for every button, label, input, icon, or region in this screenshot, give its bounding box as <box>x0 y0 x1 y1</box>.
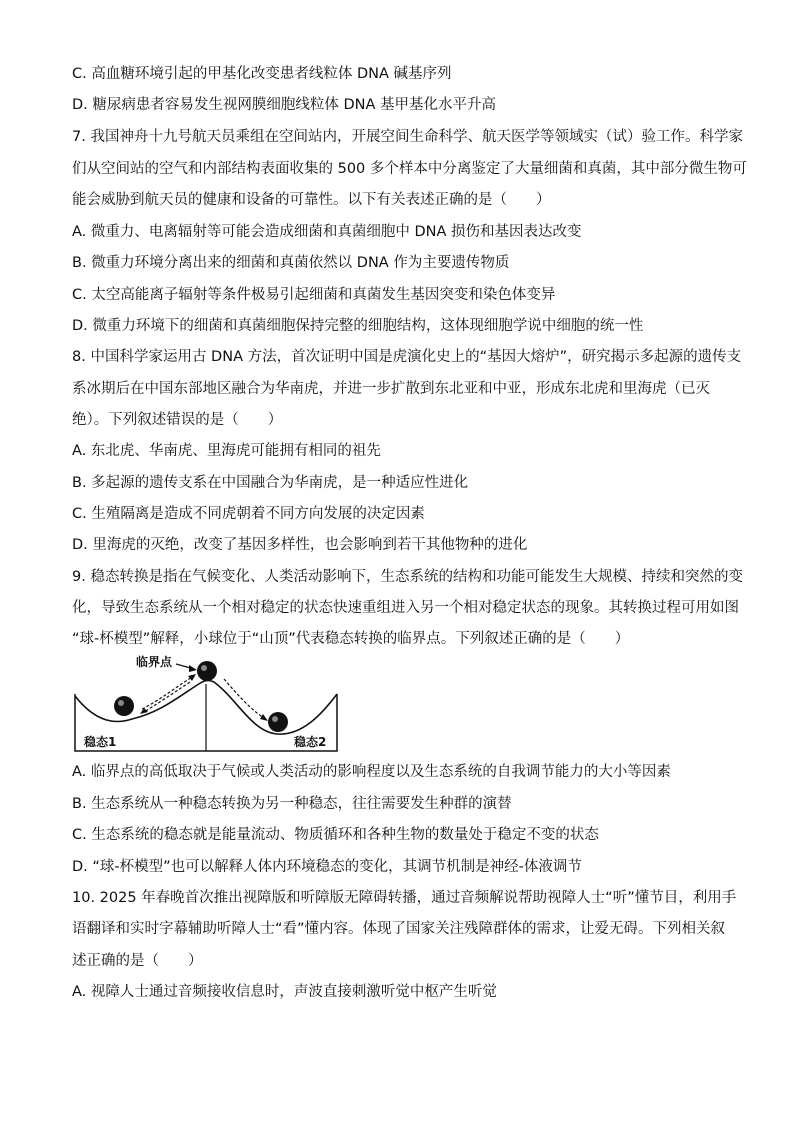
q8-option-a: A. 东北虎、华南虎、里海虎可能拥有相同的祖先 <box>72 443 381 459</box>
q10-option-a: A. 视障人士通过音频接收信息时，声波直接刺激听觉中枢产生听觉 <box>72 984 497 1000</box>
q7-stem-line-2: 们从空间站的空气和内部结构表面收集的 500 多个样本中分离鉴定了大量细菌和真菌，其中部分微生物可 <box>72 161 747 177</box>
q6-option-d: D. 糖尿病患者容易发生视网膜细胞线粒体 DNA 基甲基化水平升高 <box>72 97 497 113</box>
q7-stem-line-1: 7. 我国神舟十九号航天员乘组在空间站内，开展空间生命科学、航天医学等领域实（试）验工作。科学家 <box>72 129 743 145</box>
q9-stem-line-2: 化，导致生态系统从一个相对稳定的状态快速重组进入另一个相对稳定状态的现象。其转换过程可用如图 <box>72 600 739 616</box>
q10-stem-line-2: 语翻译和实时字幕辅助听障人士“看”懂内容。体现了国家关注残障群体的需求，让爱无碍。下列相关叙 <box>72 921 726 937</box>
q7-option-d: D. 微重力环境下的细菌和真菌细胞保持完整的细胞结构，这体现细胞学说中细胞的统一性 <box>72 318 644 334</box>
ball-highlight <box>118 700 124 706</box>
ball-state1 <box>114 696 134 716</box>
q9-option-a: A. 临界点的高低取决于气候或人类活动的影响程度以及生态系统的自我调节能力的大小等因素 <box>72 764 671 780</box>
q8-option-d: D. 里海虎的灭绝，改变了基因多样性，也会影响到若干其他物种的进化 <box>72 537 528 553</box>
q9-stem-line-1: 9. 稳态转换是指在气候变化、人类活动影响下，生态系统的结构和功能可能发生大规模、持续和突然的变 <box>72 569 743 585</box>
q8-stem-line-1: 8. 中国科学家运用古 DNA 方法，首次证明中国是虎演化史上的“基因大熔炉”，研究揭示多起源的遗传支 <box>72 349 742 365</box>
ball-highlight <box>272 716 278 722</box>
q8-option-c: C. 生殖隔离是造成不同虎朝着不同方向发展的决定因素 <box>72 506 425 522</box>
label-state1: 稳态1 <box>84 735 117 749</box>
q7-stem-line-3: 能会威胁到航天员的健康和设备的可靠性。以下有关表述正确的是（ ） <box>72 192 551 208</box>
q7-option-b: B. 微重力环境分离出来的细菌和真菌依然以 DNA 作为主要遗传物质 <box>72 255 510 271</box>
q7-option-a: A. 微重力、电离辐射等可能会造成细菌和真菌细胞中 DNA 损伤和基因表达改变 <box>72 224 582 240</box>
ball-critical-point <box>197 661 217 681</box>
label-critical-point: 临界点 <box>136 655 173 669</box>
arrow-down-left <box>144 682 190 712</box>
ball-cup-model-diagram <box>72 654 342 754</box>
q9-option-d: D. “球-杯模型”也可以解释人体内环境稳态的变化，其调节机制是神经-体液调节 <box>72 859 582 875</box>
q8-stem-line-2: 系冰期后在中国东部地区融合为华南虎，并进一步扩散到东北亚和中亚，形成东北虎和里海虎（已灭 <box>72 381 710 397</box>
arrowhead <box>260 714 268 721</box>
q6-option-c: C. 高血糖环境引起的甲基化改变患者线粒体 DNA 碱基序列 <box>72 66 452 82</box>
ball-state2 <box>268 712 288 732</box>
label-state2: 稳态2 <box>294 735 327 749</box>
arrowhead <box>189 665 197 672</box>
q9-stem-line-3: “球-杯模型”解释，小球位于“山顶”代表稳态转换的临界点。下列叙述正确的是（ ） <box>72 631 630 647</box>
q10-stem-line-3: 述正确的是（ ） <box>72 953 203 969</box>
ball-highlight <box>201 665 207 671</box>
q7-option-c: C. 太空高能离子辐射等条件极易引起细菌和真菌发生基因突变和染色体变异 <box>72 287 556 303</box>
arrowhead <box>140 708 148 714</box>
arrowhead <box>188 674 196 681</box>
q9-option-b: B. 生态系统从一种稳态转换为另一种稳态，往往需要发生种群的演替 <box>72 796 512 812</box>
ball-cup-model-figure <box>72 654 342 754</box>
q10-stem-line-1: 10. 2025 年春晚首次推出视障版和听障版无障碍转播，通过音频解说帮助视障人士“听”懂节目，利用手 <box>72 890 737 906</box>
q8-option-b: B. 多起源的遗传支系在中国融合为华南虎，是一种适应性进化 <box>72 475 469 491</box>
q9-option-c: C. 生态系统的稳态就是能量流动、物质循环和各种生物的数量处于稳定不变的状态 <box>72 827 599 843</box>
q8-stem-line-3: 绝）。下列叙述错误的是（ ） <box>72 412 283 428</box>
